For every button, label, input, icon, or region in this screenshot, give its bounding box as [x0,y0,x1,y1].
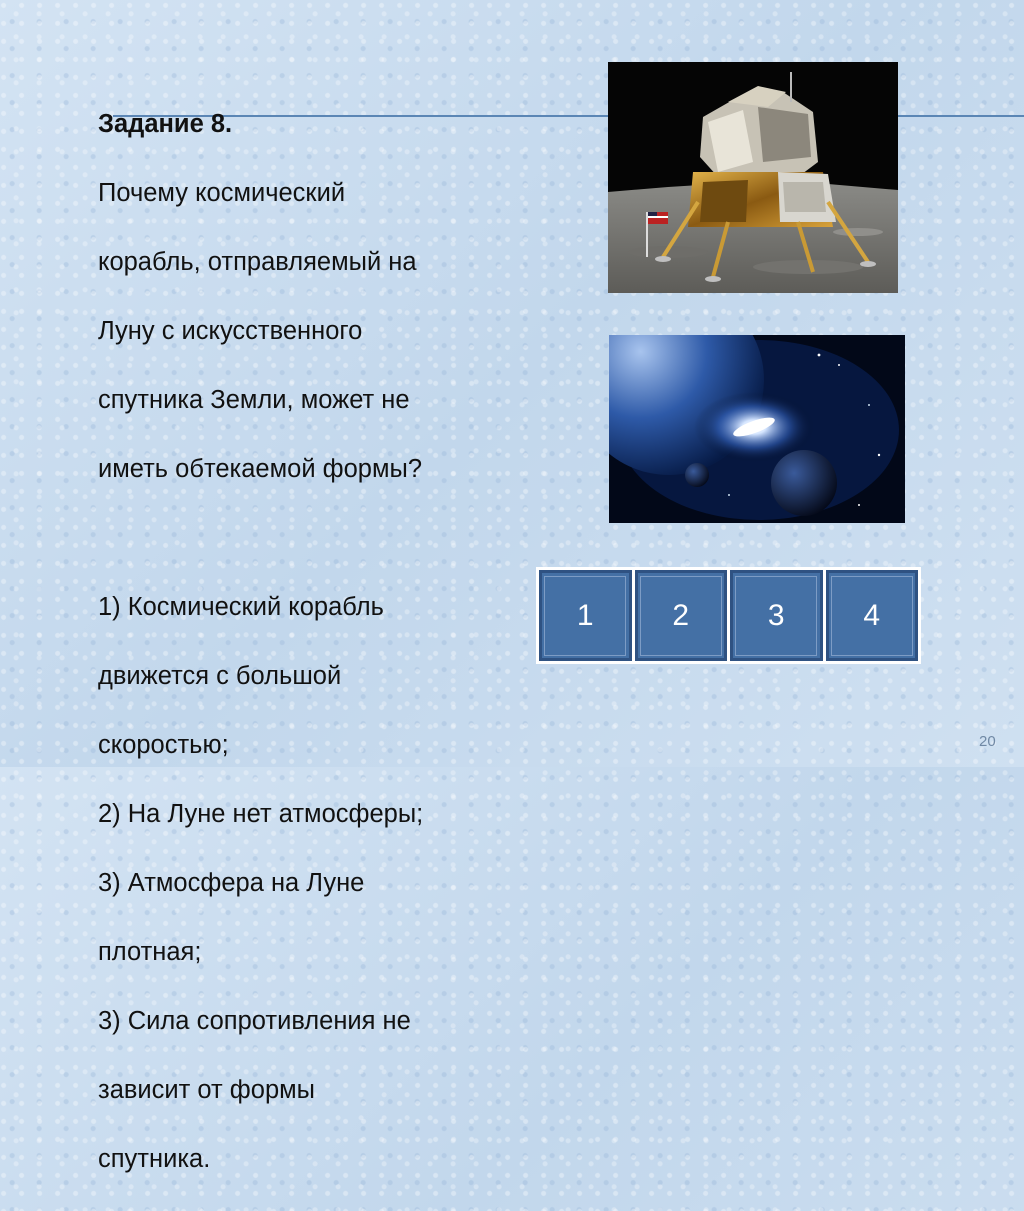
question-line: иметь обтекаемой формы? [98,454,423,483]
answer-button-1[interactable] [539,570,632,661]
answer-label: 3 [767,598,785,632]
page-number: 20 [979,733,996,750]
spacer [98,521,568,556]
answer-label: 2 [672,598,690,632]
option-line: 2) На Луне нет атмосферы; [98,799,424,828]
task-title: Задание 8. [98,109,233,138]
option-line: зависит от формы [98,1075,316,1104]
answer-button-4[interactable] [826,570,919,661]
answer-label: 4 [863,598,881,632]
option-line: движется с большой [98,661,342,690]
answer-button-2[interactable] [635,570,728,661]
question-line: Почему космический [98,178,346,207]
option-line: спутника. [98,1144,211,1173]
question-line: корабль, отправляемый на [98,247,417,276]
question-line: спутника Земли, может не [98,385,410,414]
question-line: Луну с искусственного [98,316,363,345]
option-line: скоростью; [98,730,229,759]
space-planets-image [609,335,905,523]
answer-button-3[interactable] [730,570,823,661]
option-line: 3) Атмосфера на Луне [98,868,365,897]
task-text [98,72,568,1211]
lunar-lander-image [608,62,898,293]
option-line: 1) Космический корабль [98,592,384,621]
option-line: плотная; [98,937,202,966]
answer-options [536,567,921,664]
option-line: 3) Сила сопротивления не [98,1006,411,1035]
answer-label: 1 [576,598,594,632]
